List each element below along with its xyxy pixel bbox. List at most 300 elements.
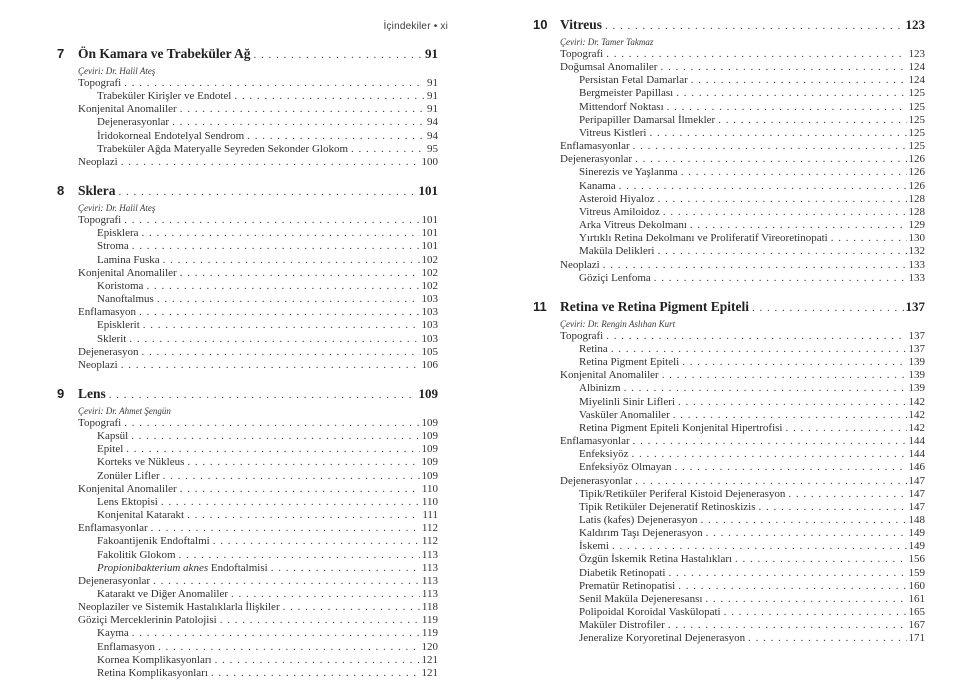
toc-entry-label: Prematür Retinopatisi [579, 579, 676, 592]
toc-entry [560, 514, 925, 527]
toc-entry-label: Tipik/Retiküler Periferal Kistoid Dejenerasyon [579, 487, 786, 500]
toc-entry-label: Korteks ve Nükleus [97, 456, 185, 469]
toc-entry [78, 130, 438, 143]
toc-entry-label: Fakoantijenik Endoftalmi [97, 535, 210, 548]
dot-leader [141, 346, 419, 359]
toc-chapter [533, 16, 925, 285]
toc-entry-page: 125 [908, 113, 925, 126]
toc-entry-label: Vitreus Kistleri [579, 126, 647, 139]
toc-entry-label: İridokorneal Endotelyal Sendrom [97, 129, 245, 142]
toc-entry-page: 133 [908, 271, 925, 284]
toc-entry [560, 87, 925, 100]
toc-entry [560, 606, 925, 619]
toc-entry-label: Neoplazi [78, 358, 118, 371]
toc-entry-page: 102 [421, 279, 438, 292]
toc-entry [78, 267, 438, 280]
dot-leader [612, 540, 907, 553]
toc-entry [560, 74, 925, 87]
toc-entry-label: Jeneralize Koryoretinal Dejenerasyon [579, 632, 746, 645]
toc-entry-label: Göziçi Merceklerinin Patolojisi [78, 614, 217, 627]
dot-leader [180, 483, 420, 496]
toc-entry-label: Maküla Delikleri [579, 245, 655, 258]
dot-leader [735, 553, 906, 566]
chapter-entries [57, 214, 438, 372]
dot-leader [676, 87, 906, 100]
toc-entry-page: 124 [908, 61, 925, 74]
dot-leader [180, 103, 425, 116]
toc-chapter [57, 182, 438, 372]
chapter-title: Lens [78, 385, 106, 401]
toc-entry-page: 147 [908, 500, 925, 513]
toc-entry-page: 160 [908, 579, 925, 592]
toc-entry [560, 409, 925, 422]
toc-entry-label: Lamina Fuska [97, 253, 160, 266]
toc-entry-page: 91 [427, 90, 438, 103]
dot-leader [635, 475, 906, 488]
dot-leader [213, 535, 420, 548]
toc-entry-label: Dejenerasyonlar [78, 574, 151, 587]
toc-entry [560, 272, 925, 285]
toc-entry [560, 180, 925, 193]
toc-entry-label: Dejenerasyonlar [560, 474, 633, 487]
toc-entry-label: Fakolitik Glokom [97, 548, 176, 561]
toc-entry-page: 94 [427, 116, 438, 129]
dot-leader [705, 593, 906, 606]
dot-leader [151, 522, 420, 535]
dot-leader [718, 114, 906, 127]
toc-entry [560, 193, 925, 206]
dot-leader [119, 182, 417, 201]
dot-leader [139, 306, 419, 319]
chapter-number: 8 [57, 183, 65, 199]
toc-entry-label: Yırtıklı Retina Dekolmanı ve Proliferatif Vireoretinopati [579, 232, 828, 245]
dot-leader [691, 74, 907, 87]
toc-entry-page: 119 [421, 614, 438, 627]
toc-entry [78, 359, 438, 372]
toc-entry [78, 77, 438, 90]
dot-leader [187, 456, 419, 469]
toc-entry-page: 137 [908, 329, 925, 342]
toc-entry-page: 100 [421, 155, 438, 168]
toc-entry [560, 114, 925, 127]
toc-entry-label: Dejenerasyonlar [97, 116, 170, 129]
toc-entry [560, 527, 925, 540]
dot-leader [657, 245, 906, 258]
toc-entry-page: 113 [421, 548, 438, 561]
chapter-page-number: 137 [905, 298, 925, 314]
toc-entry [78, 417, 438, 430]
dot-leader [126, 443, 419, 456]
dot-leader [153, 575, 420, 588]
dot-leader [681, 166, 907, 179]
toc-entry-label: Kayma [97, 627, 129, 640]
toc-entry-page: 149 [908, 527, 925, 540]
toc-entry-label: Enflamasyon [78, 306, 137, 319]
toc-entry-page: 125 [908, 100, 925, 113]
toc-entry [560, 461, 925, 474]
dot-leader [220, 614, 420, 627]
chapter-heading [57, 45, 438, 64]
toc-entry [560, 382, 925, 395]
toc-entry [78, 254, 438, 267]
toc-entry [78, 509, 438, 522]
dot-leader [187, 509, 420, 522]
toc-entry-label: Peripapiller Damarsal İlmekler [579, 113, 716, 126]
toc-entry-label: Asteroid Hiyaloz [579, 192, 655, 205]
toc-entry-page: 101 [421, 227, 438, 240]
toc-entry-page: 125 [908, 126, 925, 139]
toc-entry-page: 142 [908, 408, 925, 421]
toc-entry [560, 501, 925, 514]
toc-entry-label: Enflamasyonlar [78, 522, 148, 535]
toc-entry [78, 641, 438, 654]
dot-leader [831, 232, 907, 245]
toc-entry-label: Konjenital Katarakt [97, 509, 185, 522]
toc-entry-label: Diabetik Retinopati [579, 566, 666, 579]
page-header: İçindekiler • xi [383, 21, 448, 32]
toc-entry [78, 601, 438, 614]
dot-leader [121, 156, 420, 169]
toc-entry [78, 483, 438, 496]
toc-entry [78, 443, 438, 456]
toc-entry-page: 102 [421, 266, 438, 279]
dot-leader [132, 240, 420, 253]
dot-leader [215, 654, 420, 667]
toc-entry [78, 470, 438, 483]
toc-entry-page: 113 [421, 574, 438, 587]
toc-entry-page: 144 [908, 448, 925, 461]
dot-leader [603, 259, 907, 272]
dot-leader [654, 272, 907, 285]
toc-entry-page: 112 [421, 535, 438, 548]
toc-entry-label: Katarakt ve Diğer Anomaliler [97, 588, 229, 600]
dot-leader [649, 127, 906, 140]
toc-entry [560, 475, 925, 488]
toc-entry-page: 119 [421, 627, 438, 640]
toc-entry [560, 593, 925, 606]
chapter-entries [57, 77, 438, 169]
dot-leader [158, 641, 419, 654]
toc-entry-label: Dejenerasyon [78, 345, 139, 358]
dot-leader [124, 77, 425, 90]
toc-entry-page: 126 [908, 179, 925, 192]
chapter-translator: Çeviri: Dr. Rengin Aslıhan Kurt [560, 318, 676, 329]
toc-entry [560, 101, 925, 114]
toc-entry-label: Episklerit [97, 319, 140, 332]
dot-leader [678, 396, 907, 409]
toc-entry [560, 259, 925, 272]
toc-entry-label: Enflamasyonlar [560, 435, 630, 448]
dot-leader [179, 549, 420, 562]
chapter-translator: Çeviri: Dr. Ahmet Şengün [78, 405, 171, 416]
toc-entry-page: 101 [421, 240, 438, 253]
toc-entry-label: Senil Maküla Dejeneresansı [579, 592, 703, 605]
dot-leader [633, 435, 907, 448]
toc-entry [78, 667, 438, 680]
chapter-number: 10 [533, 17, 548, 32]
toc-entry-label: Neoplaziler ve Sistemik Hastalıklarla İlişkiler [78, 601, 280, 614]
toc-entry [78, 614, 438, 627]
toc-entry-label: Enflamasyonlar [560, 140, 630, 153]
dot-leader [283, 601, 420, 614]
toc-entry [78, 575, 438, 588]
toc-entry [78, 456, 438, 469]
toc-entry-label: Retina Pigment Epiteli Konjenital Hipertrofisi [579, 421, 783, 434]
toc-entry [560, 488, 925, 501]
toc-chapter [533, 298, 925, 646]
toc-entry-page: 125 [908, 140, 925, 153]
toc-entry-page: 139 [908, 369, 925, 382]
dot-leader [161, 496, 420, 509]
toc-entry [78, 116, 438, 129]
toc-entry-label: Arka Vitreus Dekolmanı [579, 219, 687, 232]
chapter-title: Sklera [78, 183, 116, 199]
toc-entry [560, 166, 925, 179]
toc-entry-label: Maküler Distrofiler [579, 619, 665, 632]
dot-leader [633, 140, 907, 153]
toc-entry-page: 101 [421, 214, 438, 227]
chapter-entries [533, 48, 925, 285]
toc-entry [78, 535, 438, 548]
chapter-page-number: 109 [418, 385, 438, 401]
toc-entry-label: Miyelinli Sinir Lifleri [579, 395, 675, 408]
toc-entry-label: Kaldırım Taşı Dejenerasyon [579, 527, 703, 540]
toc-entry-page: 113 [421, 561, 438, 574]
dot-leader [678, 580, 906, 593]
toc-entry-page: 147 [908, 474, 925, 487]
toc-entry-label: Vasküler Anomaliler [579, 408, 670, 421]
toc-entry [560, 356, 925, 369]
toc-entry-label: İskemi [579, 540, 609, 553]
dot-leader [662, 369, 907, 382]
dot-leader [143, 319, 420, 332]
chapter-number: 7 [57, 46, 65, 61]
toc-entry-page: 94 [427, 129, 438, 142]
toc-entry-page: 128 [908, 192, 925, 205]
toc-entry-page: 142 [908, 395, 925, 408]
dot-leader [124, 417, 419, 430]
chapter-title: Ön Kamara ve Trabeküler Ağ [78, 46, 251, 61]
dot-leader [788, 488, 906, 501]
toc-entry-page: 137 [908, 342, 925, 355]
dot-leader [129, 333, 419, 346]
toc-entry [560, 553, 925, 566]
toc-entry [78, 522, 438, 535]
dot-leader [231, 588, 420, 601]
toc-entry-page: 156 [908, 553, 925, 566]
toc-entry-page: 113 [421, 588, 438, 600]
toc-entry-page: 103 [421, 293, 438, 306]
toc-entry-page: 105 [421, 345, 438, 358]
dot-leader [247, 130, 425, 143]
toc-entry [560, 448, 925, 461]
chapter-translator: Çeviri: Dr. Halil Ateş [78, 203, 156, 214]
toc-entry-label: Dejenerasyonlar [560, 153, 633, 166]
toc-entry [560, 580, 925, 593]
chapter-translator: Çeviri: Dr. Halil Ateş [78, 66, 156, 76]
toc-entry-page: 110 [421, 482, 438, 495]
toc-entry-label: Propionibakterium aknes Endoftalmisi [97, 561, 268, 574]
toc-entry-page: 106 [421, 358, 438, 371]
dot-leader [611, 343, 907, 356]
toc-entry-page: 142 [908, 421, 925, 434]
chapter-title: Vitreus [560, 17, 602, 32]
toc-entry [78, 103, 438, 116]
toc-entry-label: Epitel [97, 443, 124, 456]
toc-entry-page: 165 [908, 606, 925, 619]
dot-leader [675, 461, 907, 474]
dot-leader [606, 48, 906, 61]
toc-entry-label: Retina Pigment Epiteli [579, 356, 680, 369]
toc-entry-label: Topografi [560, 48, 604, 60]
toc-entry-label: Bergmeister Papillası [579, 87, 674, 100]
chapter-heading [533, 298, 925, 317]
toc-entry-label: Trabeküler Kirişler ve Endotel [97, 90, 232, 103]
dot-leader [752, 298, 904, 317]
chapter-entries [57, 417, 438, 680]
toc-entry-page: 91 [427, 77, 438, 89]
dot-leader [124, 214, 419, 227]
toc-entry-page: 147 [908, 487, 925, 500]
toc-entry-label: Sinerezis ve Yaşlanma [579, 166, 678, 179]
toc-entry-page: 128 [908, 205, 925, 218]
dot-leader [254, 45, 423, 64]
toc-entry-label: Konjenital Anomaliler [78, 103, 177, 116]
dot-leader [682, 356, 906, 369]
toc-entry-label: Kanama [579, 179, 616, 192]
toc-entry-label: Konjenital Anomaliler [560, 369, 659, 382]
toc-entry [560, 435, 925, 448]
chapter-heading [57, 182, 438, 201]
toc-entry-page: 109 [421, 469, 438, 482]
dot-leader [351, 143, 425, 156]
dot-leader [657, 193, 906, 206]
toc-entry [78, 156, 438, 169]
toc-entry [560, 127, 925, 140]
toc-entry [560, 153, 925, 166]
toc-entry-label: Topografi [78, 416, 122, 429]
dot-leader [758, 501, 906, 514]
toc-entry [560, 245, 925, 258]
toc-entry-label: Göziçi Lenfoma [579, 271, 651, 284]
dot-leader [635, 153, 906, 166]
dot-leader [690, 219, 907, 232]
toc-entry-label: Enfeksiyöz Olmayan [579, 461, 672, 474]
toc-entry-page: 91 [427, 103, 438, 116]
toc-entry [78, 293, 438, 306]
toc-entry-page: 95 [427, 142, 438, 155]
toc-entry [560, 232, 925, 245]
toc-entry-label: Neoplazi [560, 258, 600, 271]
toc-entry [560, 632, 925, 645]
toc-entry [560, 396, 925, 409]
toc-entry [78, 562, 438, 575]
dot-leader [234, 90, 425, 103]
toc-entry-label: Doğumsal Anomaliler [560, 61, 658, 74]
dot-leader [271, 562, 420, 575]
toc-entry-page: 102 [421, 253, 438, 266]
toc-entry-page: 133 [908, 258, 925, 271]
toc-entry [560, 140, 925, 153]
dot-leader [706, 527, 907, 540]
toc-entry [78, 227, 438, 240]
toc-entry-page: 109 [421, 430, 438, 443]
dot-leader [163, 470, 420, 483]
toc-entry-label: Topografi [560, 329, 604, 342]
toc-entry [78, 90, 438, 103]
toc-entry [78, 627, 438, 640]
toc-entry-label: Polipoidal Koroidal Vaskülopati [579, 606, 721, 619]
dot-leader [157, 293, 420, 306]
toc-entry-label: Topografi [78, 77, 122, 89]
chapter-title: Retina ve Retina Pigment Epiteli [560, 298, 749, 314]
toc-column-right [533, 16, 925, 646]
toc-entry [560, 567, 925, 580]
toc-entry [560, 61, 925, 74]
toc-entry-page: 171 [908, 632, 925, 645]
toc-entry-page: 130 [908, 232, 925, 245]
toc-entry-label: Zonüler Lifler [97, 469, 160, 482]
toc-entry-page: 123 [908, 48, 925, 60]
toc-entry-page: 125 [908, 87, 925, 100]
toc-entry-label: Trabeküler Ağda Materyalle Seyreden Sekonder Glokom [97, 142, 349, 155]
toc-entry-page: 103 [421, 319, 438, 332]
dot-leader [172, 116, 425, 129]
toc-entry-label: Kapsül [97, 430, 129, 443]
toc-entry [560, 619, 925, 632]
toc-entry-page: 112 [421, 522, 438, 535]
dot-leader [667, 101, 907, 114]
toc-entry-label: Nanoftalmus [97, 293, 154, 306]
toc-entry-label: Retina Komplikasyonları [97, 666, 208, 679]
toc-entry-label: Topografi [78, 214, 122, 227]
toc-entry-page: 121 [421, 653, 438, 666]
toc-entry-page: 148 [908, 514, 925, 526]
dot-leader [109, 385, 417, 404]
toc-entry [560, 422, 925, 435]
toc-entry [78, 306, 438, 319]
toc-entry-label: Koristoma [97, 279, 144, 292]
toc-entry-label: Özgün İskemik Retina Hastalıkları [579, 553, 733, 566]
toc-entry-label: Neoplazi [78, 155, 118, 168]
toc-entry-label: Mittendorf Noktası [579, 100, 664, 113]
toc-entry-label: Albinizm [579, 382, 621, 395]
dot-leader [668, 619, 907, 632]
dot-leader [132, 627, 420, 640]
toc-chapter [57, 45, 438, 169]
toc-entry-label: Retina [579, 342, 608, 355]
toc-entry-label: Konjenital Anomaliler [78, 266, 177, 279]
dot-leader [660, 61, 906, 74]
toc-entry-label: Sklerit [97, 332, 127, 345]
toc-entry [78, 280, 438, 293]
toc-entry [560, 540, 925, 553]
toc-entry-page: 109 [421, 416, 438, 429]
dot-leader [142, 227, 420, 240]
toc-entry-page: 118 [421, 601, 438, 614]
toc-entry [78, 654, 438, 667]
dot-leader [663, 206, 907, 219]
toc-entry-label: Persistan Fetal Damarlar [579, 74, 688, 87]
toc-entry-page: 121 [421, 666, 438, 679]
dot-leader [146, 280, 419, 293]
toc-entry-label: Tipik Retiküler Dejeneratif Retinoskizis [579, 500, 756, 513]
chapter-page-number: 123 [905, 17, 925, 32]
dot-leader [619, 180, 907, 193]
chapter-number: 9 [57, 385, 65, 401]
chapter-translator: Çeviri: Dr. Tamer Takmaz [560, 37, 654, 47]
toc-entry [560, 206, 925, 219]
